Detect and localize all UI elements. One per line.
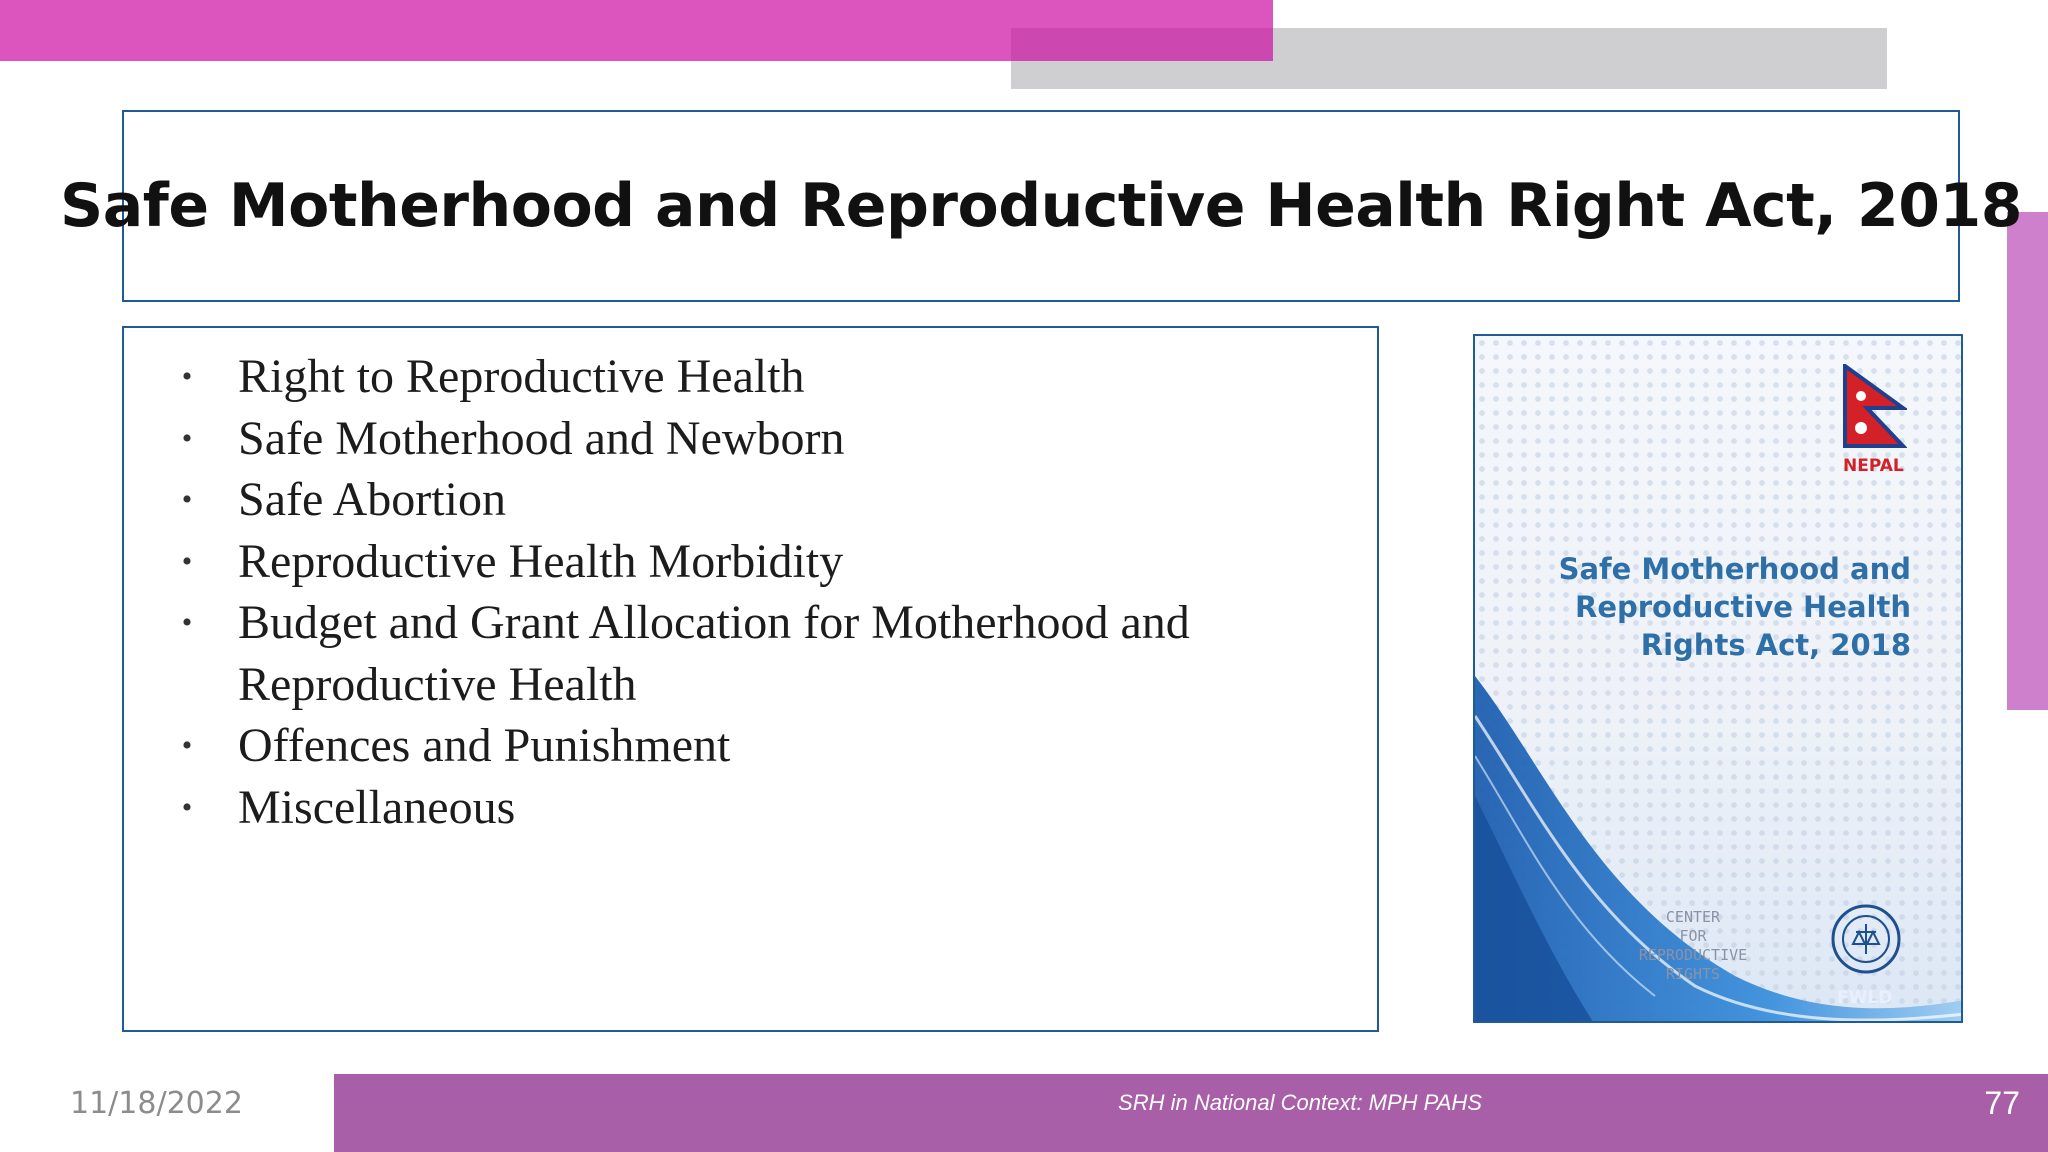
bullet-dot: • bbox=[181, 790, 193, 824]
top-decor-bar-overlap bbox=[1011, 28, 1273, 61]
org-logo-line: CENTER bbox=[1665, 908, 1721, 926]
org-logo-line: RIGHTS bbox=[1665, 965, 1721, 983]
bullet-item bbox=[172, 408, 1362, 470]
bullet-item bbox=[172, 715, 1362, 777]
bullet-text: Reproductive Health Morbidity bbox=[238, 534, 844, 588]
slide-date: 11/18/2022 bbox=[70, 1086, 243, 1121]
bullet-list bbox=[172, 346, 1362, 838]
slide-title: Safe Motherhood and Reproductive Health Right Act, 2018 bbox=[60, 171, 2022, 241]
bullet-dot: • bbox=[181, 544, 193, 578]
bullet-content-box bbox=[122, 326, 1379, 1032]
org-logo-line: FOR bbox=[1679, 927, 1707, 945]
bullet-item bbox=[172, 592, 1362, 715]
title-box bbox=[60, 110, 2022, 302]
nepal-flag-icon bbox=[1843, 364, 1907, 450]
fwld-seal-icon bbox=[1829, 902, 1903, 976]
bullet-item bbox=[172, 777, 1362, 839]
bullet-text: Budget and Grant Allocation for Motherhood and Reproductive Health bbox=[238, 596, 1190, 711]
bullet-dot: • bbox=[181, 483, 193, 516]
footer-center-text: SRH in National Context: MPH PAHS bbox=[1118, 1090, 1482, 1115]
bullet-text: Miscellaneous bbox=[238, 780, 516, 834]
bullet-dot: • bbox=[181, 421, 193, 455]
bullet-text: Right to Reproductive Health bbox=[238, 350, 805, 403]
bullet-dot: • bbox=[181, 360, 193, 393]
bullet-text: Offences and Punishment bbox=[238, 719, 731, 772]
act-cover-image bbox=[1473, 334, 1963, 1023]
org-logo-line: REPRODUCTIVE bbox=[1638, 946, 1748, 964]
bullet-item bbox=[172, 469, 1362, 531]
bullet-text: Safe Abortion bbox=[238, 473, 506, 526]
bullet-dot: • bbox=[181, 606, 193, 639]
cover-country-label: NEPAL bbox=[1843, 456, 1904, 476]
cover-title-line: Rights Act, 2018 bbox=[1640, 628, 1911, 662]
center-reproductive-rights-logo bbox=[1633, 908, 1753, 984]
cover-title bbox=[1559, 550, 1911, 664]
bullet-text: Safe Motherhood and Newborn bbox=[238, 411, 845, 465]
bullet-dot: • bbox=[181, 729, 193, 762]
bullet-item bbox=[172, 346, 1362, 408]
page-number: 77 bbox=[1984, 1085, 2020, 1121]
cover-title-line: Reproductive Health bbox=[1574, 590, 1911, 624]
right-side-accent bbox=[2007, 212, 2048, 710]
bullet-item bbox=[172, 531, 1362, 593]
fwld-label: FWLD bbox=[1837, 988, 1893, 1008]
cover-title-line: Safe Motherhood and bbox=[1558, 552, 1911, 586]
